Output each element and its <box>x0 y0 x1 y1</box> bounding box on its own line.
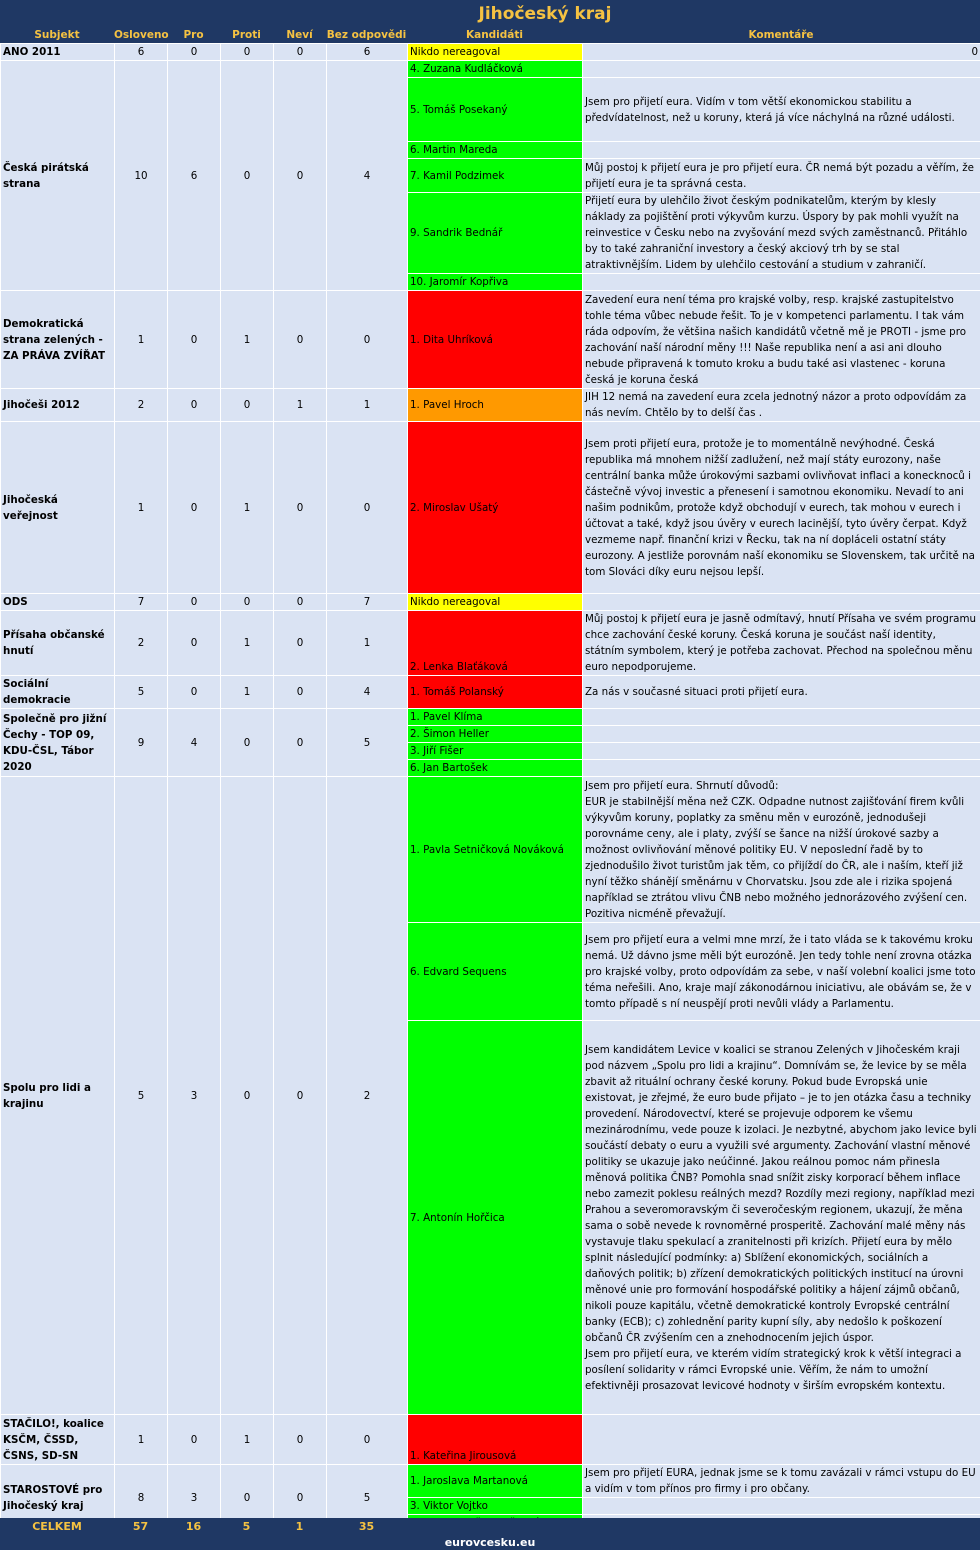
candidate-cell: 1. Jaroslava Martanová <box>408 1465 583 1498</box>
count-nevi: 0 <box>274 422 327 594</box>
count-proti: 0 <box>221 61 274 291</box>
party-name: ODS <box>1 594 115 611</box>
count-osloveno: 7 <box>115 594 168 611</box>
candidate-cell: 7. Kamil Podzimek <box>408 159 583 193</box>
party-name: Česká pirátská strana <box>1 61 115 291</box>
header-row <box>0 28 980 43</box>
table-row <box>1 676 980 709</box>
count-proti: 1 <box>221 291 274 389</box>
count-proti: 0 <box>221 44 274 61</box>
count-proti: 0 <box>221 777 274 1415</box>
party-name: Jihočeská veřejnost <box>1 422 115 594</box>
comment-cell <box>583 726 980 743</box>
candidate-cell: 6. Edvard Sequens <box>408 923 583 1021</box>
party-name: ANO 2011 <box>1 44 115 61</box>
table-row <box>1 594 980 611</box>
count-nevi: 0 <box>274 594 327 611</box>
comment-cell <box>583 274 980 291</box>
comment-cell: Jsem pro přijetí eura. Vidím v tom větší ekonomickou stabilitu a předvídatelnost, než u koruny, která já více náchylná na různé události. <box>583 78 980 142</box>
count-bez-odpovedi: 5 <box>327 1465 408 1532</box>
count-nevi: 0 <box>274 61 327 291</box>
comment-cell <box>583 61 980 78</box>
comment-cell: Jsem pro přijetí eura. Shrnutí důvodů: EUR je stabilnější měna než CZK. Odpadne nutnost zajišťování firem kvůli výkyvům koruny, poplatky za směnu měn v eurozóně, jednodušeji porovnáme ceny, ale i platy, zvýší se šance na nižší úrokové sazby a možnost ovlivňování měnové politiky EU. V neposlední řadě by to zjednodušilo život turistům jak těm, co přijíždí do ČR, ale i naším, kteří již nyní těžko shánějí směnárnu v Chorvatsku. Jsou zde ale i rizika spojená například se ztrátou vlivu ČNB nebo možného jednorázového zvýšení cen. Pozitiva nicméně převažují. <box>583 777 980 923</box>
count-proti: 0 <box>221 389 274 422</box>
comment-cell <box>583 1415 980 1465</box>
candidate-cell: 1. Pavla Setničková Nováková <box>408 777 583 923</box>
title-bar <box>0 0 980 28</box>
table-row <box>1 61 980 78</box>
count-pro: 4 <box>168 709 221 777</box>
candidate-cell: 1. Pavel Hroch <box>408 389 583 422</box>
candidate-cell: 3. Viktor Vojtko <box>408 1498 583 1515</box>
count-pro: 3 <box>168 1465 221 1532</box>
candidate-cell: 2. Šimon Heller <box>408 726 583 743</box>
table-row <box>1 422 980 594</box>
count-nevi: 0 <box>274 1465 327 1532</box>
candidate-cell: 1. Tomáš Polanský <box>408 676 583 709</box>
candidate-cell: 1. Pavel Klíma <box>408 709 583 726</box>
candidate-cell: 4. Zuzana Kudláčková <box>408 61 583 78</box>
count-nevi: 0 <box>274 777 327 1415</box>
comment-cell: Jsem proti přijetí eura, protože je to momentálně nevýhodné. Česká republika má mnohem nižší zadlužení, než mají státy eurozony, naše centrální banka může úrokovými sazbami ovlivňovat inflaci a konecknoců i částečně vývoj investic a přenesení i samotnou ekonomiku. Nevadí to ani našim podnikům, protože když obchodují v eurech, tak mohou v eurech i účtovat a také, když jsou úvěry v eurech lacinější, tyto úvěry čerpat. Když vezmeme např. finanční krizi v Řecku, tak na ní dopláceli ostatní státy eurozony. A jestliže porovnám naší ekonomiku se Slovenskem, tak určitě na tom Slováci díky euru nejsou lepší. <box>583 422 980 594</box>
comment-cell: Jsem kandidátem Levice v koalici se stranou Zelených v Jihočeském kraji pod názvem „Spolu pro lidi a krajinu“. Domnívám se, že levice by se měla zbavit až rituální ochrany české koruny. Pokud bude Evropská unie existovat, je zřejmé, že euro bude přijato – je to jen otázka času a techniky provedení. Národovectví, které se projevuje odporem ke všemu mezinárodnímu, vede pouze k izolaci. Je nezbytné, abychom jako levice byli součástí debaty o euru a využili své argumenty. Zachování vlastní měnové politiky se ukazuje jako neúčinné. Jakou reálnou pomoc nám přinesla měnová politika ČNB? Pomohla snad snížit zisky korporací během inflace nebo zamezit poklesu reálných mezd? Rozdíly mezi regiony, například mezi Prahou a severomoravským či severočeským regionem, ukazují, že měna sama o sobě nevede k rovnoměrné prosperitě. Zachování malé měny nás vystavuje tlaku spekulací a zranitelnosti při krizích. Přijetí eura by mělo splnit následující podmínky: a) Sblížení ekonomických, sociálních a daňových politik; b) zřízení demokratických politických institucí na úrovni měnové unie pro formování hospodářské politiky a hájení zájmů občanů, nikoli pouze kapitálu, včetně demokratické kontroly Evropské centrální banky (ECB); c) zohlednění parity kupní síly, aby nedošlo k poškození občanů ČR zvýšením cen a znehodnocením jejich úspor. Jsem pro přijetí eura, ve kterém vidím strategický krok k větší integraci a posílení solidarity v rámci Evropské unie. Věřím, že nám to umožní efektivněji prosazovat levicové hodnoty v širším evropském kontextu. <box>583 1021 980 1415</box>
party-name: Přísaha občanské hnutí <box>1 611 115 676</box>
count-nevi: 0 <box>274 44 327 61</box>
total-nevi: 1 <box>295 1520 304 1533</box>
party-name: Jihočeši 2012 <box>1 389 115 422</box>
count-nevi: 0 <box>274 611 327 676</box>
candidate-cell: 5. Tomáš Posekaný <box>408 78 583 142</box>
count-proti: 0 <box>221 1465 274 1532</box>
candidate-cell: 1. Kateřina Jirousová <box>408 1415 583 1465</box>
count-bez-odpovedi: 1 <box>327 389 408 422</box>
total-osloveno: 57 <box>132 1520 149 1533</box>
site-credit: eurovcesku.eu <box>444 1536 536 1549</box>
candidate-cell: 7. Antonín Hořčica <box>408 1021 583 1415</box>
comment-cell <box>583 594 980 611</box>
table-row <box>1 389 980 422</box>
comment-cell: JIH 12 nemá na zavedení eura zcela jednotný názor a proto odpovídám za nás nevím. Chtělo by to delší čas . <box>583 389 980 422</box>
count-osloveno: 10 <box>115 61 168 291</box>
total-pro: 16 <box>185 1520 202 1533</box>
count-pro: 3 <box>168 777 221 1415</box>
count-pro: 0 <box>168 422 221 594</box>
header-kandidati: Kandidáti <box>465 29 524 41</box>
table-row <box>1 1415 980 1465</box>
header-proti: Proti <box>232 29 261 41</box>
candidate-cell: 6. Martin Mareda <box>408 142 583 159</box>
total-bez-odpovedi: 35 <box>358 1520 375 1533</box>
header-pro: Pro <box>183 29 204 41</box>
header-subjekt: Subjekt <box>34 29 80 41</box>
count-bez-odpovedi: 6 <box>327 44 408 61</box>
count-bez-odpovedi: 4 <box>327 61 408 291</box>
count-nevi: 0 <box>274 709 327 777</box>
candidate-cell: 9. Sandrik Bednář <box>408 193 583 274</box>
count-pro: 0 <box>168 44 221 61</box>
totals-label: CELKEM <box>32 1520 82 1533</box>
count-nevi: 0 <box>274 676 327 709</box>
count-osloveno: 2 <box>115 611 168 676</box>
count-nevi: 0 <box>274 291 327 389</box>
candidate-cell: Nikdo nereagoval <box>408 44 583 61</box>
count-bez-odpovedi: 1 <box>327 611 408 676</box>
count-osloveno: 2 <box>115 389 168 422</box>
count-bez-odpovedi: 7 <box>327 594 408 611</box>
count-bez-odpovedi: 4 <box>327 676 408 709</box>
comment-cell: Zavedení eura není téma pro krajské volby, resp. krajské zastupitelstvo tohle téma vůbec nebude řešit. To je v kompetenci parlamentu. I tak vám ráda odpovím, že většina našich kandidátů včetně mě je PROTI - jsme pro zachování naší národní měny !!! Naše republika není a asi ani dlouho nebude připravená k tomuto kroku a budu také asi vlastenec - koruna česká je koruna česká <box>583 291 980 389</box>
count-osloveno: 6 <box>115 44 168 61</box>
party-name: STAROSTOVÉ pro Jihočeský kraj <box>1 1465 115 1532</box>
party-name: Spolu pro lidi a krajinu <box>1 777 115 1415</box>
count-osloveno: 9 <box>115 709 168 777</box>
party-name: Sociální demokracie <box>1 676 115 709</box>
count-proti: 1 <box>221 422 274 594</box>
count-bez-odpovedi: 0 <box>327 1415 408 1465</box>
comment-cell <box>583 709 980 726</box>
party-name: STAČILO!, koalice KSČM, ČSSD, ČSNS, SD-SN <box>1 1415 115 1465</box>
count-proti: 1 <box>221 676 274 709</box>
count-nevi: 0 <box>274 1415 327 1465</box>
count-bez-odpovedi: 0 <box>327 422 408 594</box>
comment-cell <box>583 760 980 777</box>
count-proti: 0 <box>221 594 274 611</box>
candidate-cell: 6. Jan Bartošek <box>408 760 583 777</box>
header-bez-odpovedi: Bez odpovědi <box>326 29 407 41</box>
count-pro: 0 <box>168 1415 221 1465</box>
count-bez-odpovedi: 2 <box>327 777 408 1415</box>
comment-cell: Jsem pro přijetí EURA, jednak jsme se k tomu zavázali v rámci vstupu do EU a vidím v tom přínos pro firmy i pro občany. <box>583 1465 980 1498</box>
comment-cell: Můj postoj k přijetí eura je jasně odmítavý, hnutí Přísaha ve svém programu chce zachování české koruny. Česká koruna je součást naší identity, státním symbolem, který je potřeba zachovat. Přechod na společnou měnu euro nepodporujeme. <box>583 611 980 676</box>
count-nevi: 1 <box>274 389 327 422</box>
comment-cell: 0 <box>583 44 980 61</box>
candidate-cell: 2. Miroslav Ušatý <box>408 422 583 594</box>
comment-cell: Jsem pro přijetí eura a velmi mne mrzí, že i tato vláda se k takovému kroku nemá. Už dávno jsme měli být eurozóně. Jen tedy tohle není zrovna otázka pro krajské volby, proto odpovídám za sebe, v naší volební koalici jsme toto téma neřešili. Ano, kraje mají zákonodárnou iniciativu, ale obávám se, že v tomto případě s ní neuspějí proti nevůli vlády a Parlamentu. <box>583 923 980 1021</box>
candidate-cell: 2. Lenka Blaťáková <box>408 611 583 676</box>
count-pro: 0 <box>168 611 221 676</box>
party-name: Společně pro jižní Čechy - TOP 09, KDU-ČSL, Tábor 2020 <box>1 709 115 777</box>
table-row <box>1 611 980 676</box>
count-proti: 1 <box>221 1415 274 1465</box>
count-pro: 0 <box>168 291 221 389</box>
candidate-cell: 10. Jaromír Kopřiva <box>408 274 583 291</box>
count-bez-odpovedi: 0 <box>327 291 408 389</box>
header-nevi: Neví <box>286 29 313 41</box>
candidate-cell: 3. Jiří Fišer <box>408 743 583 760</box>
count-pro: 0 <box>168 594 221 611</box>
comment-cell <box>583 142 980 159</box>
count-proti: 1 <box>221 611 274 676</box>
header-osloveno: Osloveno <box>114 29 169 41</box>
comment-cell: Za nás v současné situaci proti přijetí eura. <box>583 676 980 709</box>
header-komentare: Komentáře <box>748 29 814 41</box>
count-osloveno: 1 <box>115 422 168 594</box>
table-row <box>1 44 980 61</box>
count-proti: 0 <box>221 709 274 777</box>
totals-footer <box>0 1518 980 1550</box>
results-table <box>0 43 980 1532</box>
table-row <box>1 777 980 923</box>
comment-cell: Můj postoj k přijetí eura je pro přijetí eura. ČR nemá být pozadu a věřím, že přijetí eura je ta správná cesta. <box>583 159 980 193</box>
count-pro: 6 <box>168 61 221 291</box>
count-osloveno: 5 <box>115 676 168 709</box>
candidate-cell: 1. Dita Uhríková <box>408 291 583 389</box>
table-row <box>1 1465 980 1498</box>
table-row <box>1 709 980 726</box>
comment-cell: Přijetí eura by ulehčilo život českým podnikatelům, kterým by klesly náklady za pojištění proti výkyvům kurzu. Úspory by pak mohli využít na reinvestice v Česku nebo na zvyšování mezd svých zaměstnanců. Přitáhlo by to také zahraniční investory a český akciový trh by se stal atraktivnějším. Lidem by ulehčilo cestování a studium v zahraničí. <box>583 193 980 274</box>
page-title: Jihočeský kraj <box>478 4 612 24</box>
count-pro: 0 <box>168 676 221 709</box>
candidate-cell: Nikdo nereagoval <box>408 594 583 611</box>
table-row <box>1 291 980 389</box>
comment-cell <box>583 1498 980 1515</box>
total-proti: 5 <box>242 1520 251 1533</box>
count-osloveno: 8 <box>115 1465 168 1532</box>
party-name: Demokratická strana zelených - ZA PRÁVA ZVÍŘAT <box>1 291 115 389</box>
count-osloveno: 1 <box>115 1415 168 1465</box>
count-bez-odpovedi: 5 <box>327 709 408 777</box>
comment-cell <box>583 743 980 760</box>
count-pro: 0 <box>168 389 221 422</box>
count-osloveno: 5 <box>115 777 168 1415</box>
count-osloveno: 1 <box>115 291 168 389</box>
